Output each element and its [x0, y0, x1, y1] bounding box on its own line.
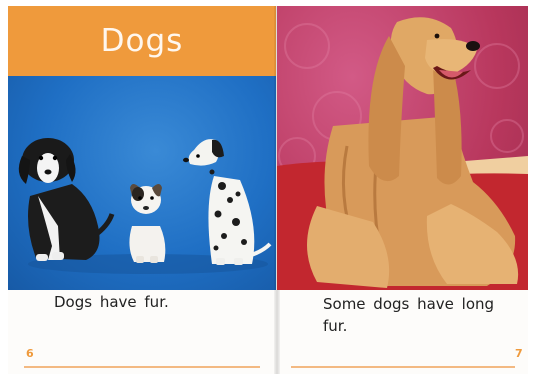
afghan-hound-photo — [277, 6, 528, 290]
right-caption: Some dogs have long fur. — [323, 295, 495, 335]
footer-rule-left — [24, 366, 260, 368]
afghan-hound-illustration — [277, 6, 528, 290]
left-caption: Dogs have fur. — [54, 293, 169, 311]
border-collie-dog — [19, 138, 112, 261]
title-band — [8, 6, 276, 76]
dogs-illustration — [8, 76, 276, 290]
right-page — [277, 6, 528, 374]
page-title: Dogs — [100, 23, 184, 59]
footer-rule-right — [291, 366, 515, 368]
left-page — [8, 6, 276, 374]
book-spread — [8, 6, 528, 374]
jack-russell-dog — [129, 184, 165, 263]
page-number-left: 6 — [26, 347, 34, 360]
dalmatian-dog — [183, 139, 270, 265]
dogs-photo — [8, 76, 276, 290]
page-number-right: 7 — [515, 347, 523, 360]
